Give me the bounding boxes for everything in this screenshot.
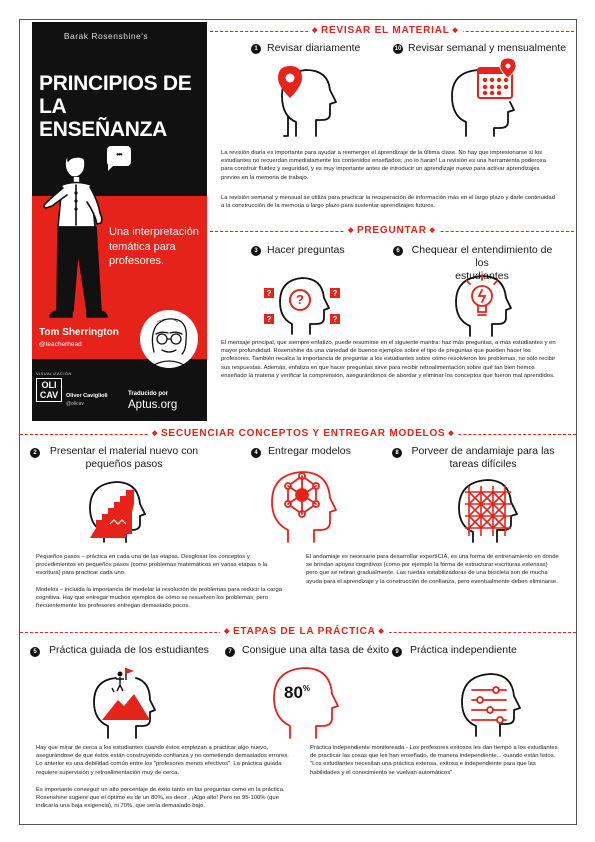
page-title — [39, 72, 199, 141]
item-8-title-line-1: Porveer de andamiaje para las — [411, 445, 555, 457]
question-marks-icon — [262, 270, 342, 336]
speech-bubble — [107, 146, 131, 166]
practice-section-title: ◆ ETAPAS DE LA PRÁCTICA ◆ — [220, 626, 389, 637]
head-summit-icon — [90, 660, 162, 740]
svg-text:?: ? — [332, 315, 338, 324]
success-rate-badge — [284, 683, 310, 703]
speech-bubble-text: ••• — [116, 150, 122, 159]
subtitle — [109, 225, 201, 269]
sequence-left-paragraph-2: Modelos – incluida la importancia de modelar la resolución de problemas para reducir la carga cognitiva. Hay que entregar muchos ejemplos de cómo se resuelven los problemas; pero frecuentemente los profesores entregan demasiado pocos. — [36, 587, 282, 610]
item-3-title: Hacer preguntas — [267, 244, 345, 256]
item-2-number: 2 — [30, 448, 40, 458]
sequence-section-title-text: SECUENCIAR CONCEPTOS Y ENTREGAR MODELOS — [160, 428, 446, 439]
svg-text:?: ? — [266, 289, 272, 298]
head-scaffold-icon — [455, 470, 527, 544]
questions-paragraph: El mensaje principal, que siempre enfatizo, puede resumirse en el siguiente mantra: haz más preguntas, a más estudiantes y en mayor profundidad. Rosenshine da una variedad de buenos ejemplos sobre el tipo de preguntas que pueden hacer los profesores. También recalca la importancia de preguntar a los estudiantes sobre cómo resolvieron los problemas, no sólo recibir sus respuestas. Además, enfatiza en que hacer preguntas sirve para recibir retroalimentación sobre qué tan bien hemos enseñado la materia y verificar la comprensión, asegurándonos de abordar y eliminar los conceptos que fueron mal aprendidos. — [221, 340, 556, 379]
sequence-left-paragraph-1: Pequeños pasos – práctica en cada una de las etapas. Desglosar los conceptos y procedimientos en pequeños pasos (como problemas matemáticos en varias etapas o la escritura) para practicar cada uno. — [36, 554, 268, 577]
item-9-title: Práctica independiente — [410, 644, 517, 656]
item-9-number: 9 — [392, 647, 402, 657]
head-model-icon — [268, 462, 340, 544]
item-6-number: 6 — [393, 246, 403, 256]
svg-text:?: ? — [296, 292, 304, 307]
subtitle-line-3: profesores. — [109, 255, 165, 267]
item-2-title-line-1: Presentar el material nuevo con — [49, 445, 199, 457]
item-7-title: Consigue una alta tasa de éxito — [242, 644, 390, 656]
questions-section-title-text: PREGUNTAR — [356, 225, 427, 236]
item-6-title-line-2: estudiantes — [455, 270, 509, 282]
subtitle-line-1: Una interpretación — [109, 226, 199, 238]
practice-left-paragraph-1: Hay que mirar de cerca a los estudiantes cuando éstos empiezan a practicar algo nuevo, asegurándose de que éstos están construyendo confianza y no cometiendo demasiados errores. Lo anterior es una debilidad común entre los "profesores menos efectivos". La práctica guiada requiere supervisión y retroalimentación muy de cerca. — [36, 745, 289, 776]
item-1-title: Revisar diariamente — [267, 42, 361, 54]
author-handle: @teacherhead — [39, 341, 82, 348]
head-sliders-icon — [458, 664, 528, 738]
item-3-number: 3 — [251, 246, 261, 256]
olicav-logo — [36, 378, 62, 402]
author-portrait — [138, 308, 200, 370]
subtitle-line-2: temática para — [109, 240, 176, 253]
svg-text:?: ? — [266, 315, 272, 324]
review-section-title: ◆ REVISAR EL MATERIAL ◆ — [308, 25, 463, 36]
review-section-title-text: REVISAR EL MATERIAL — [320, 25, 450, 36]
review-paragraph-1: La revisión diaria es importante para ayudar a reemerger el aprendizaje de la última clase. No hay que impresionarse si los estudiantes no recuerdan inmediatamente los contenidos enseñados; ¡no lo harán! La revisión es una herramienta poderosa para construir fluidez y seguridad, y es muy importante antes de introducir un aprendizaje nuevo para activar aprendizajes previos en la memoria de trabajo. — [221, 150, 546, 181]
head-calendar-icon — [448, 58, 528, 138]
item-1-number: 1 — [251, 44, 261, 54]
item-10-title: Revisar semanal y mensualmente — [408, 42, 567, 54]
item-4-number: 4 — [251, 448, 261, 458]
item-5-number: 5 — [30, 647, 40, 657]
item-10-number: 10 — [394, 46, 402, 52]
item-5-title: Práctica guiada de los estudiantes — [49, 644, 209, 656]
item-8-number: 8 — [392, 448, 402, 458]
title-line-2: ENSEÑANZA — [39, 118, 167, 141]
translator-name: Aptus.org — [128, 399, 178, 411]
item-6-title-line-1: Chequear el entendimiento de los — [411, 244, 553, 269]
item-8-title — [404, 445, 562, 471]
item-8-title-line-2: tareas difíciles — [449, 458, 517, 470]
questions-section-title: ◆ PREGUNTAR ◆ — [344, 225, 440, 236]
visualizer-handle: @olicav — [66, 401, 84, 407]
item-2-title — [44, 445, 204, 471]
success-rate-value: 80 — [284, 683, 303, 702]
title-line-1: PRINCIPIOS DE LA — [39, 72, 192, 118]
success-rate-percent: % — [302, 684, 311, 693]
head-steps-icon — [88, 478, 154, 544]
item-2-title-line-2: pequeños pasos — [85, 458, 163, 470]
speech-bubble-tail — [108, 164, 116, 172]
item-4-title: Entregar modelos — [268, 445, 351, 457]
olicav-logo-line-1: OLI — [41, 380, 57, 390]
head-lightbulb-icon — [450, 268, 520, 338]
svg-text:?: ? — [332, 289, 338, 298]
practice-section-title-text: ETAPAS DE LA PRÁCTICA — [232, 626, 376, 637]
visualization-label: VISUALIZACIÓN — [36, 371, 72, 376]
book-author: Barak Rosenshine's — [63, 31, 149, 41]
author-name: Tom Sherrington — [39, 327, 119, 338]
head-location-pin-icon — [268, 60, 338, 138]
sequence-section-title: ◆ SECUENCIAR CONCEPTOS Y ENTREGAR MODELOS ◆ — [148, 428, 458, 439]
item-7-number: 7 — [225, 647, 235, 657]
visualizer-name: Oliver Caviglioli — [66, 393, 108, 399]
practice-right-paragraph: Práctica independiente monitoreada - Los profesores exitosos les dan tiempo a los estudiantes de practicar las cosas que les han enseñado, de manera independiente... cuando están listos. "Los estudiantes necesitan una práctica extensa, exitosa e independiente para que las habilidades y el conocimiento se vuelvan automáticos" — [310, 745, 558, 776]
review-paragraph-2: La revisión semanal y mensual se utiliza para practicar la recuperación de información más en el largo plazo y darle continuidad a la construcción de la memoria a largo plazo para sustentar aprendizajes futuros. — [221, 195, 555, 210]
olicav-logo-line-2: CAV — [39, 390, 59, 400]
practice-left-paragraph-2: Es importante conseguir un alto porcentaje de éxito tanto en las preguntas como en la práctica. Rosenshine sugiere que el óptimo es de un 80%, es decir , ¡Algo alto! Pero no 95-100% (que indicaría una baja exigencia), ni 70%, que sería demasiado bajo. — [36, 787, 285, 810]
translated-by-label: Traducido por — [128, 391, 169, 397]
sequence-right-paragraph: El andamiaje es necesario para desarrollar expertICIA, es una forma de entrenamiento en donde se brindan apoyos cognitivos (como por ejemplo la forma de estructurar escrituras extensas) pero que se retiran gradualmente. Las ruedas estabilizadoras de una bicicleta son de mucha ayuda para el aprendizaje y la construcción de confianza, pero eventualmente deben eliminarse. — [306, 554, 559, 585]
